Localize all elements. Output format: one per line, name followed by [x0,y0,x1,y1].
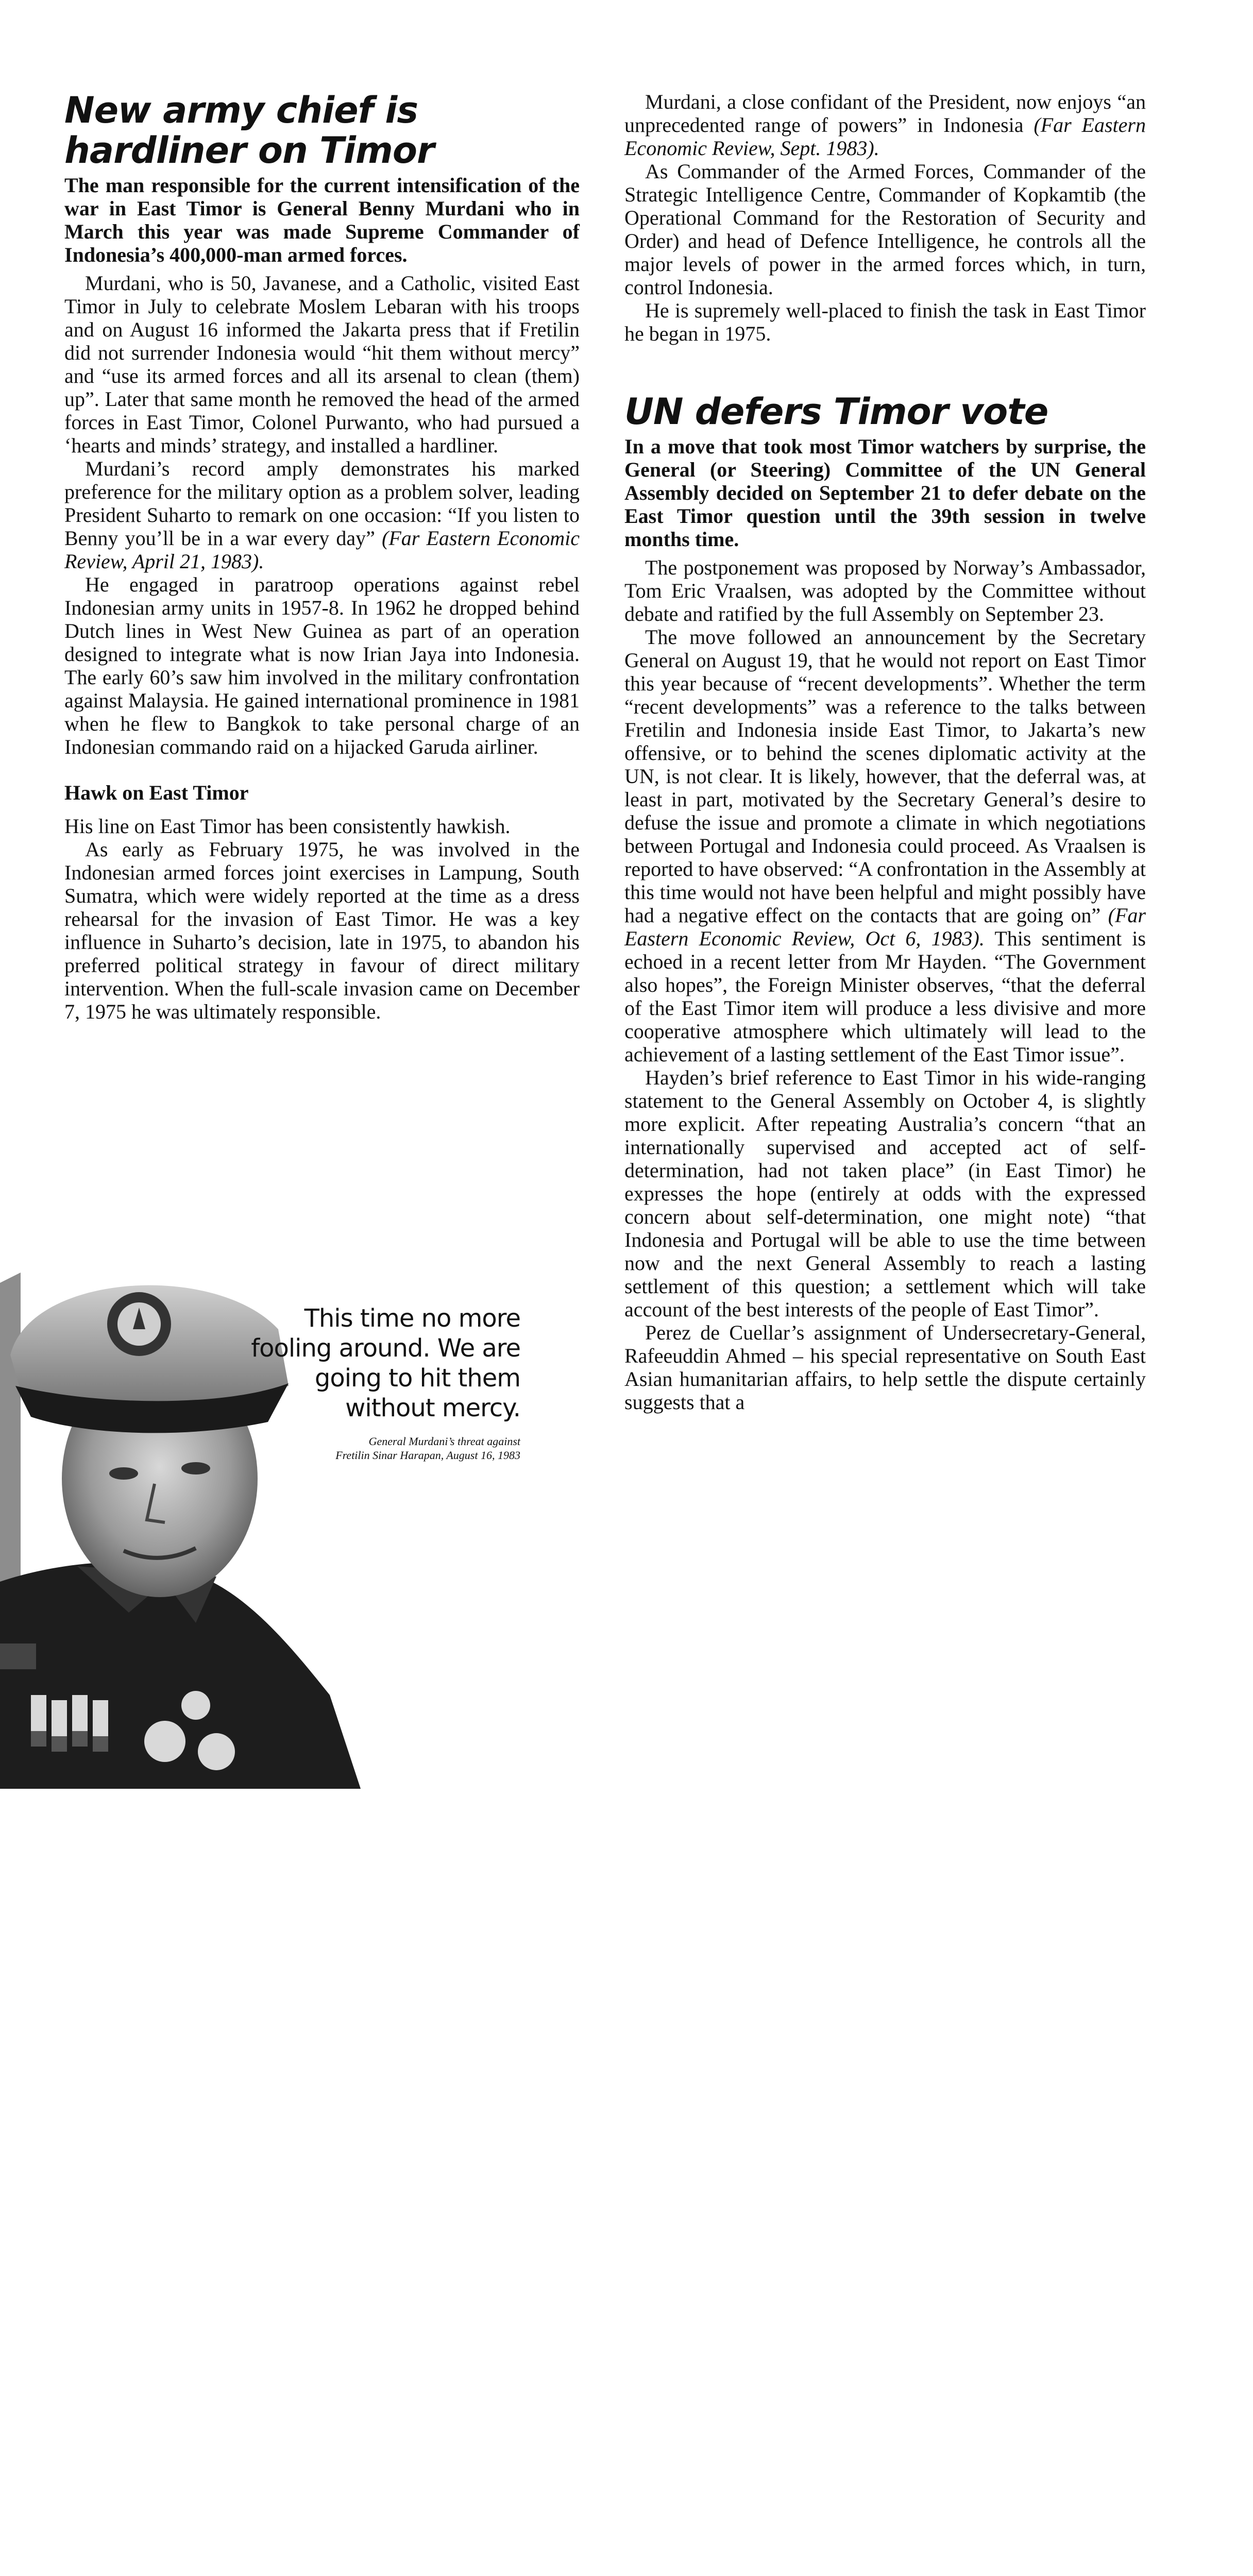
citation: (Far Eastern Economic Review, Sept. 1983). [624,113,1146,160]
paragraph: He is supremely well-placed to finish the task in East Timor he began in 1975. [624,299,1146,345]
paragraph: His line on East Timor has been consistently hawkish. [64,815,511,838]
quote-caption [232,1434,520,1462]
article-lead: In a move that took most Timor watchers by surprise, the General (or Steering) Committee of the UN General Assembly decided on September 21 to defer debate on the East Timor question until the 39th session in twelve months time. [624,435,1146,551]
right-column [624,0,1146,1414]
headline-line-1: New army chief is [64,89,418,131]
subheading: Hawk on East Timor [64,781,249,804]
left-column [64,0,580,1023]
paragraph-text: Murdani, a close confidant of the President, now enjoys “an unprecedented range of powers” in Indonesia [624,90,1146,137]
paragraph [64,457,580,573]
paragraph-text: The move followed an announcement by the Secretary General on August 19, that he would not report on East Timor this year because of “recent developments”. Whether the term “recent developments” was a reference to the talks between Fretilin and Indonesia inside East Timor, to Jakarta’s new offensive, or to behind the scenes diplomatic activity at the UN, is not clear. It is likely, however, that the deferral was, at least in part, motivated by the Secretary General’s desire to defuse the issue and promote a climate in which negotiations between Portugal and Indonesia could proceed. As Vraalsen is reported to have observed: “A confrontation in the Assembly at this time would not have been helpful and might possibly have had a negative effect on the contacts that are going on” [624,625,1146,927]
headline-line-2: hardliner on Timor [64,129,434,172]
citation: (Far Eastern Economic Review, Oct 6, 1983). [624,904,1146,950]
article-headline-un: UN defers Timor vote [624,391,1048,433]
paragraph: Murdani, who is 50, Javanese, and a Catholic, visited East Timor in July to celebrate Moslem Lebaran with his troops and on August 16 informed the Jakarta press that if Fretilin did not surrender Indonesia would “hit them without mercy” and “use its armed forces and all its arsenal to clean (them) up”. Later that same month he removed the head of the armed forces in East Timor, Colonel Purwanto, who had pursued a ‘hearts and minds’ strategy, and installed a hardliner. [64,272,580,457]
paragraph: Perez de Cuellar’s assignment of Undersecretary-General, Rafeeuddin Ahmed – his special representative on South East Asian humanitarian affairs, to help settle the dispute certainly suggests that a [624,1321,1146,1414]
quote-text: This time no more fooling around. We are going to hit them without mercy. [251,1304,520,1422]
paragraph: As Commander of the Armed Forces, Commander of the Strategic Intelligence Centre, Commander of Kopkamtib (the Operational Command for the Restoration of Security and Order) and head of Defence Intelligence, he controls all the major levels of power in the armed forces which, in turn, control Indonesia. [624,160,1146,299]
caption-line-1: General Murdani’s threat against [368,1435,520,1448]
paragraph: Hayden’s brief reference to East Timor in his wide-ranging statement to the General Assembly on October 4, is slightly more explicit. After repeating Australia’s concern “that an internationally supervised and accepted act of self-determination, had not taken place” (in East Timor) he expresses the hope (entirely at odds with the expressed concern about self-determination, one might note) “that Indonesia and Portugal will be able to use the time between now and the next General Assembly to reach a lasting settlement of this question; a settlement which will take account of the best interests of the people of East Timor”. [624,1066,1146,1321]
paragraph: As early as February 1975, he was involved in the Indonesian armed forces joint exercises in Lampung, South Sumatra, which were widely reported at the time as a dress rehearsal for the invasion of East Timor. He was a key influence in Suharto’s decision, late in 1975, to abandon his preferred political strategy in favour of direct military intervention. When the full-scale invasion came on December 7, 1975 he was ultimately responsible. [64,838,580,1023]
paragraph-text-cont: This sentiment is echoed in a recent letter from Mr Hayden. “The Government also hopes”, the Foreign Minister observes, “that the deferral of the East Timor item will produce a less divisive and more cooperative atmosphere which ultimately will lead to the achievement of a lasting settlement of the East Timor issue”. [624,927,1146,1066]
citation: (Far Eastern Economic Review, April 21, 1983). [64,527,580,573]
pull-quote [232,1303,520,1462]
paragraph: He engaged in paratroop operations against rebel Indonesian army units in 1957-8. In 1962 he dropped behind Dutch lines in West New Guinea as part of an operation designed to integrate what is now Irian Jaya into Indonesia. The early 60’s saw him involved in the military confrontation against Malaysia. He gained international prominence in 1981 when he flew to Bangkok to take personal charge of an Indonesian commando raid on a hijacked Garuda airliner. [64,573,580,758]
article-headline [64,90,580,171]
article-lead: The man responsible for the current intensification of the war in East Timor is General Benny Murdani who in March this year was made Supreme Commander of Indonesia’s 400,000-man armed forces. [64,174,580,266]
paragraph-text: Murdani’s record amply demonstrates his marked preference for the military option as a problem solver, leading President Suharto to remark on one occasion: “If you listen to Benny you’ll be in a war every day” [64,457,580,550]
paragraph: The postponement was proposed by Norway’s Ambassador, Tom Eric Vraalsen, was adopted by the Committee without debate and ratified by the full Assembly on September 23. [624,556,1146,625]
caption-line-2: Fretilin Sinar Harapan, August 16, 1983 [335,1449,520,1462]
paragraph [624,625,1146,1066]
paragraph [624,90,1146,160]
